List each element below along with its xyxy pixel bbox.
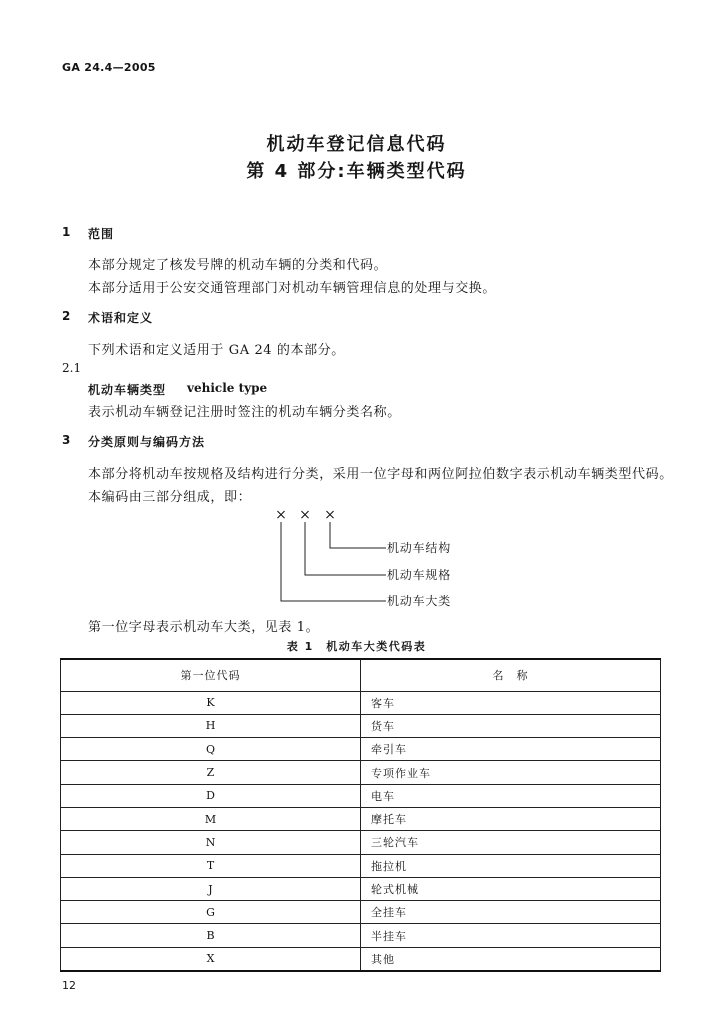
subclause-number: 2.1 (62, 361, 82, 375)
table-header-row (61, 659, 661, 691)
code-cell: G (61, 901, 361, 924)
table-row (61, 854, 661, 877)
section-1-number: 1 (62, 225, 71, 239)
table-row (61, 784, 661, 807)
title-line-1: 机动车登记信息代码 (266, 134, 447, 155)
name-cell: 电车 (361, 784, 661, 807)
section-1-heading: 范围 (88, 227, 115, 241)
code-cell: H (61, 714, 361, 737)
name-cell: 货车 (361, 714, 661, 737)
page-number: 12 (62, 979, 76, 992)
section-2-heading: 术语和定义 (88, 311, 154, 325)
code-cell: Z (61, 761, 361, 784)
code-cell: K (61, 691, 361, 714)
code-cell: D (61, 784, 361, 807)
section-3-heading: 分类原则与编码方法 (88, 435, 206, 449)
term-name: 机动车辆类型 (88, 383, 167, 397)
table-row (61, 831, 661, 854)
diagram-label-structure: 机动车结构 (387, 541, 452, 555)
table-row (61, 738, 661, 761)
code-cell: X (61, 947, 361, 970)
header-code: 第一位代码 (61, 659, 361, 691)
section-1-paragraph: 本部分适用于公安交通管理部门对机动车辆管理信息的处理与交换。 (88, 281, 497, 296)
code-cell: T (61, 854, 361, 877)
table-row (61, 761, 661, 784)
name-cell: 全挂车 (361, 901, 661, 924)
title-line-2: 第 4 部分:车辆类型代码 (246, 161, 467, 182)
code-cell: B (61, 924, 361, 947)
vehicle-category-table (60, 658, 661, 972)
section-2-paragraph: 下列术语和定义适用于 GA 24 的本部分。 (88, 343, 345, 358)
table-row (61, 691, 661, 714)
code-cell: N (61, 831, 361, 854)
connector-line (281, 522, 386, 601)
term-definition: 表示机动车辆登记注册时签注的机动车辆分类名称。 (88, 405, 401, 420)
section-3-number: 3 (62, 433, 71, 447)
section-3-note: 第一位字母表示机动车大类，见表 1。 (88, 620, 320, 635)
diagram-label-specification: 机动车规格 (387, 568, 452, 582)
section-3-paragraph: 本部分将机动车按规格及结构进行分类，采用一位字母和两位阿拉伯数字表示机动车辆类型代码。 (88, 467, 673, 482)
table-row (61, 924, 661, 947)
name-cell: 其他 (361, 947, 661, 970)
name-cell: 拖拉机 (361, 854, 661, 877)
name-cell: 摩托车 (361, 807, 661, 830)
diagram-connectors (270, 520, 390, 606)
table-caption: 表 1 机动车大类代码表 (286, 640, 427, 653)
document-code: GA 24.4—2005 (62, 61, 156, 74)
table-row (61, 947, 661, 970)
connector-line (330, 522, 386, 548)
section-3-paragraph: 本编码由三部分组成，即： (88, 490, 252, 505)
diagram-mark: × (324, 507, 336, 523)
diagram-mark: × (275, 507, 287, 523)
name-cell: 三轮汽车 (361, 831, 661, 854)
name-cell: 牵引车 (361, 738, 661, 761)
header-name: 名 称 (361, 659, 661, 691)
section-2-number: 2 (62, 309, 71, 323)
name-cell: 客车 (361, 691, 661, 714)
section-1-paragraph: 本部分规定了核发号牌的机动车辆的分类和代码。 (88, 258, 388, 273)
code-cell: J (61, 877, 361, 900)
table-row (61, 807, 661, 830)
term-english: vehicle type (187, 381, 268, 395)
name-cell: 专项作业车 (361, 761, 661, 784)
table-row (61, 901, 661, 924)
diagram-mark: × (299, 507, 311, 523)
diagram-label-category: 机动车大类 (387, 594, 452, 608)
name-cell: 半挂车 (361, 924, 661, 947)
code-cell: Q (61, 738, 361, 761)
name-cell: 轮式机械 (361, 877, 661, 900)
table-row (61, 877, 661, 900)
table-row (61, 714, 661, 737)
code-cell: M (61, 807, 361, 830)
